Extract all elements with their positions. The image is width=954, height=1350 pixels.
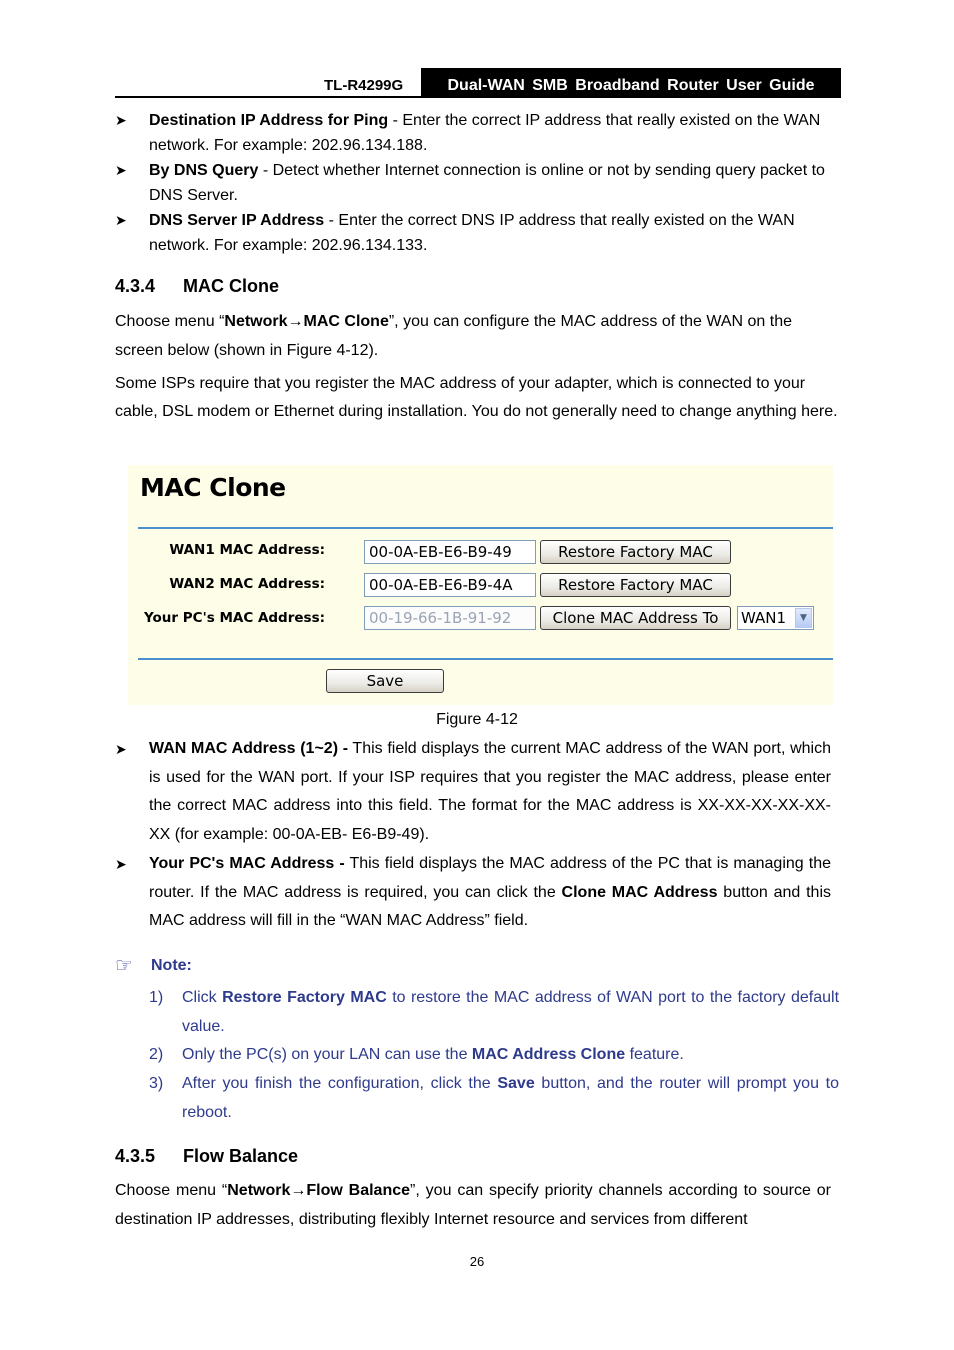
text: to restore the MAC address of WAN port to the factory default value.: [182, 989, 840, 1035]
wan-select-value: WAN1: [741, 609, 787, 627]
chevron-down-icon[interactable]: ▼: [795, 608, 812, 628]
note-number: 1): [149, 989, 164, 1006]
bullet-term: DNS Server IP Address: [149, 212, 325, 229]
figure-bottom-rule: [138, 658, 833, 660]
bullet-arrow-icon: ➤: [115, 162, 127, 178]
bullet-term: WAN MAC Address (1~2) -: [149, 740, 349, 757]
text: Click: [182, 989, 223, 1006]
bullet-term: By DNS Query: [149, 162, 259, 179]
note-heading: [115, 953, 192, 978]
bullet-text: - Enter the correct IP address that really existed on the WAN network. For example: 202.96.134.188.: [149, 112, 821, 154]
wan1-mac-label: WAN1 MAC Address:: [169, 542, 325, 558]
bullet-text: - Detect whether Internet connection is online or not by sending query packet to DNS Server.: [149, 162, 825, 204]
text: After you finish the configuration, click the: [182, 1075, 498, 1092]
restore-factory-mac-wan1-button[interactable]: Restore Factory MAC: [540, 540, 731, 564]
note-item-2: [149, 1041, 839, 1070]
page-number: 26: [469, 1254, 485, 1269]
note-label: Note:: [151, 957, 192, 974]
figure-caption: Figure 4-12: [436, 711, 518, 728]
clone-mac-address-button[interactable]: Clone MAC Address To: [540, 606, 731, 630]
paragraph-choose-menu: [115, 307, 841, 365]
menu-network: Network: [227, 1182, 291, 1199]
section-heading-flow-balance: [115, 1146, 298, 1167]
text: button, and the router will prompt you to reboot.: [182, 1075, 839, 1121]
pointing-hand-icon: ☞: [115, 955, 133, 977]
bullet-your-pc-mac: [149, 850, 831, 936]
note-text: [182, 984, 839, 1041]
text: Only the PC(s) on your LAN can use the: [182, 1046, 472, 1063]
section-heading-mac-clone: [115, 276, 279, 297]
section-title: MAC Clone: [183, 276, 279, 296]
wan-select[interactable]: [737, 606, 814, 630]
text: Choose menu “: [115, 1182, 228, 1199]
bullet-text: This field displays the MAC address of the PC that is managing the router. If the MAC address is required, you can click the: [149, 855, 831, 901]
text: Choose menu “: [115, 313, 225, 330]
text: ”, you can configure the MAC address of the WAN on the screen below (shown in Figure 4-12).: [115, 313, 793, 359]
arrow-icon: →: [290, 1182, 307, 1199]
figure-title: MAC Clone: [140, 473, 286, 502]
pc-mac-input: 00-19-66-1B-91-92: [364, 606, 536, 630]
bullet-text: - Enter the correct DNS IP address that really existed on the WAN network. For example: 202.96.134.133.: [149, 212, 795, 254]
bullet-text: button and this MAC address will fill in the “WAN MAC Address” field.: [149, 883, 831, 930]
restore-factory-mac-wan2-button[interactable]: Restore Factory MAC: [540, 573, 731, 597]
pc-mac-label: Your PC's MAC Address:: [144, 610, 325, 626]
wan2-mac-input[interactable]: 00-0A-EB-E6-B9-4A: [364, 573, 536, 597]
header-guide-title: Dual-WAN SMB Broadband Router User Guide: [421, 68, 841, 98]
bullet-text: This field displays the current MAC address of the WAN port, which is used for the WAN port. If your ISP requires that you register the MAC address, please enter the correct MAC address into this field. The format for the MAC address is XX-XX-XX-XX-XX-XX (for example: 00-0A-EB- E6-B9-49).: [149, 740, 831, 844]
bullet-dns-server-ip: [149, 208, 841, 258]
note-item-1: [149, 984, 839, 1041]
note-bold: Save: [497, 1075, 535, 1092]
header-rule: [115, 96, 421, 98]
note-item-3: [149, 1070, 839, 1127]
mac-clone-screenshot: [128, 465, 833, 705]
note-number: 2): [149, 1046, 164, 1063]
bullet-arrow-icon: ➤: [115, 112, 127, 128]
wan1-mac-input[interactable]: 00-0A-EB-E6-B9-49: [364, 540, 536, 564]
bullet-arrow-icon: ➤: [115, 212, 127, 228]
text: feature.: [625, 1046, 684, 1063]
note-text: [182, 1041, 839, 1070]
menu-mac-clone: MAC Clone: [303, 313, 389, 330]
section-number: 4.3.5: [115, 1146, 156, 1166]
menu-network: Network: [224, 313, 288, 330]
header-model: TL-R4299G: [324, 77, 404, 94]
paragraph-flow-balance: [115, 1176, 831, 1234]
bullet-term: Your PC's MAC Address -: [149, 855, 345, 872]
menu-flow-balance: Flow Balance: [306, 1182, 411, 1199]
bullet-term: Destination IP Address for Ping: [149, 112, 389, 129]
figure-top-rule: [138, 527, 833, 529]
note-number: 3): [149, 1075, 164, 1092]
note-text: [182, 1070, 839, 1127]
bullet-dest-ip-ping: [149, 108, 841, 158]
bullet-arrow-icon: ➤: [115, 741, 127, 757]
bullet-arrow-icon: ➤: [115, 856, 127, 872]
arrow-icon: →: [287, 313, 304, 330]
section-title: Flow Balance: [183, 1146, 299, 1166]
note-bold: MAC Address Clone: [471, 1046, 626, 1063]
wan2-mac-label: WAN2 MAC Address:: [169, 576, 325, 592]
section-number: 4.3.4: [115, 276, 156, 296]
paragraph-isp-register: Some ISPs require that you register the MAC address of your adapter, which is connected to your cable, DSL modem or Ethernet during installation. You do not generally need to change anything here.: [115, 375, 838, 420]
bullet-dns-query: [149, 158, 841, 208]
save-button[interactable]: Save: [326, 669, 444, 693]
bullet-term: Clone MAC Address: [561, 883, 718, 901]
text: ”, you can specify priority channels according to source or destination IP addresses, distributing flexibly Internet resource and services from different: [115, 1182, 831, 1228]
bullet-wan-mac-address: [149, 735, 831, 850]
note-bold: Restore Factory MAC: [222, 989, 387, 1006]
